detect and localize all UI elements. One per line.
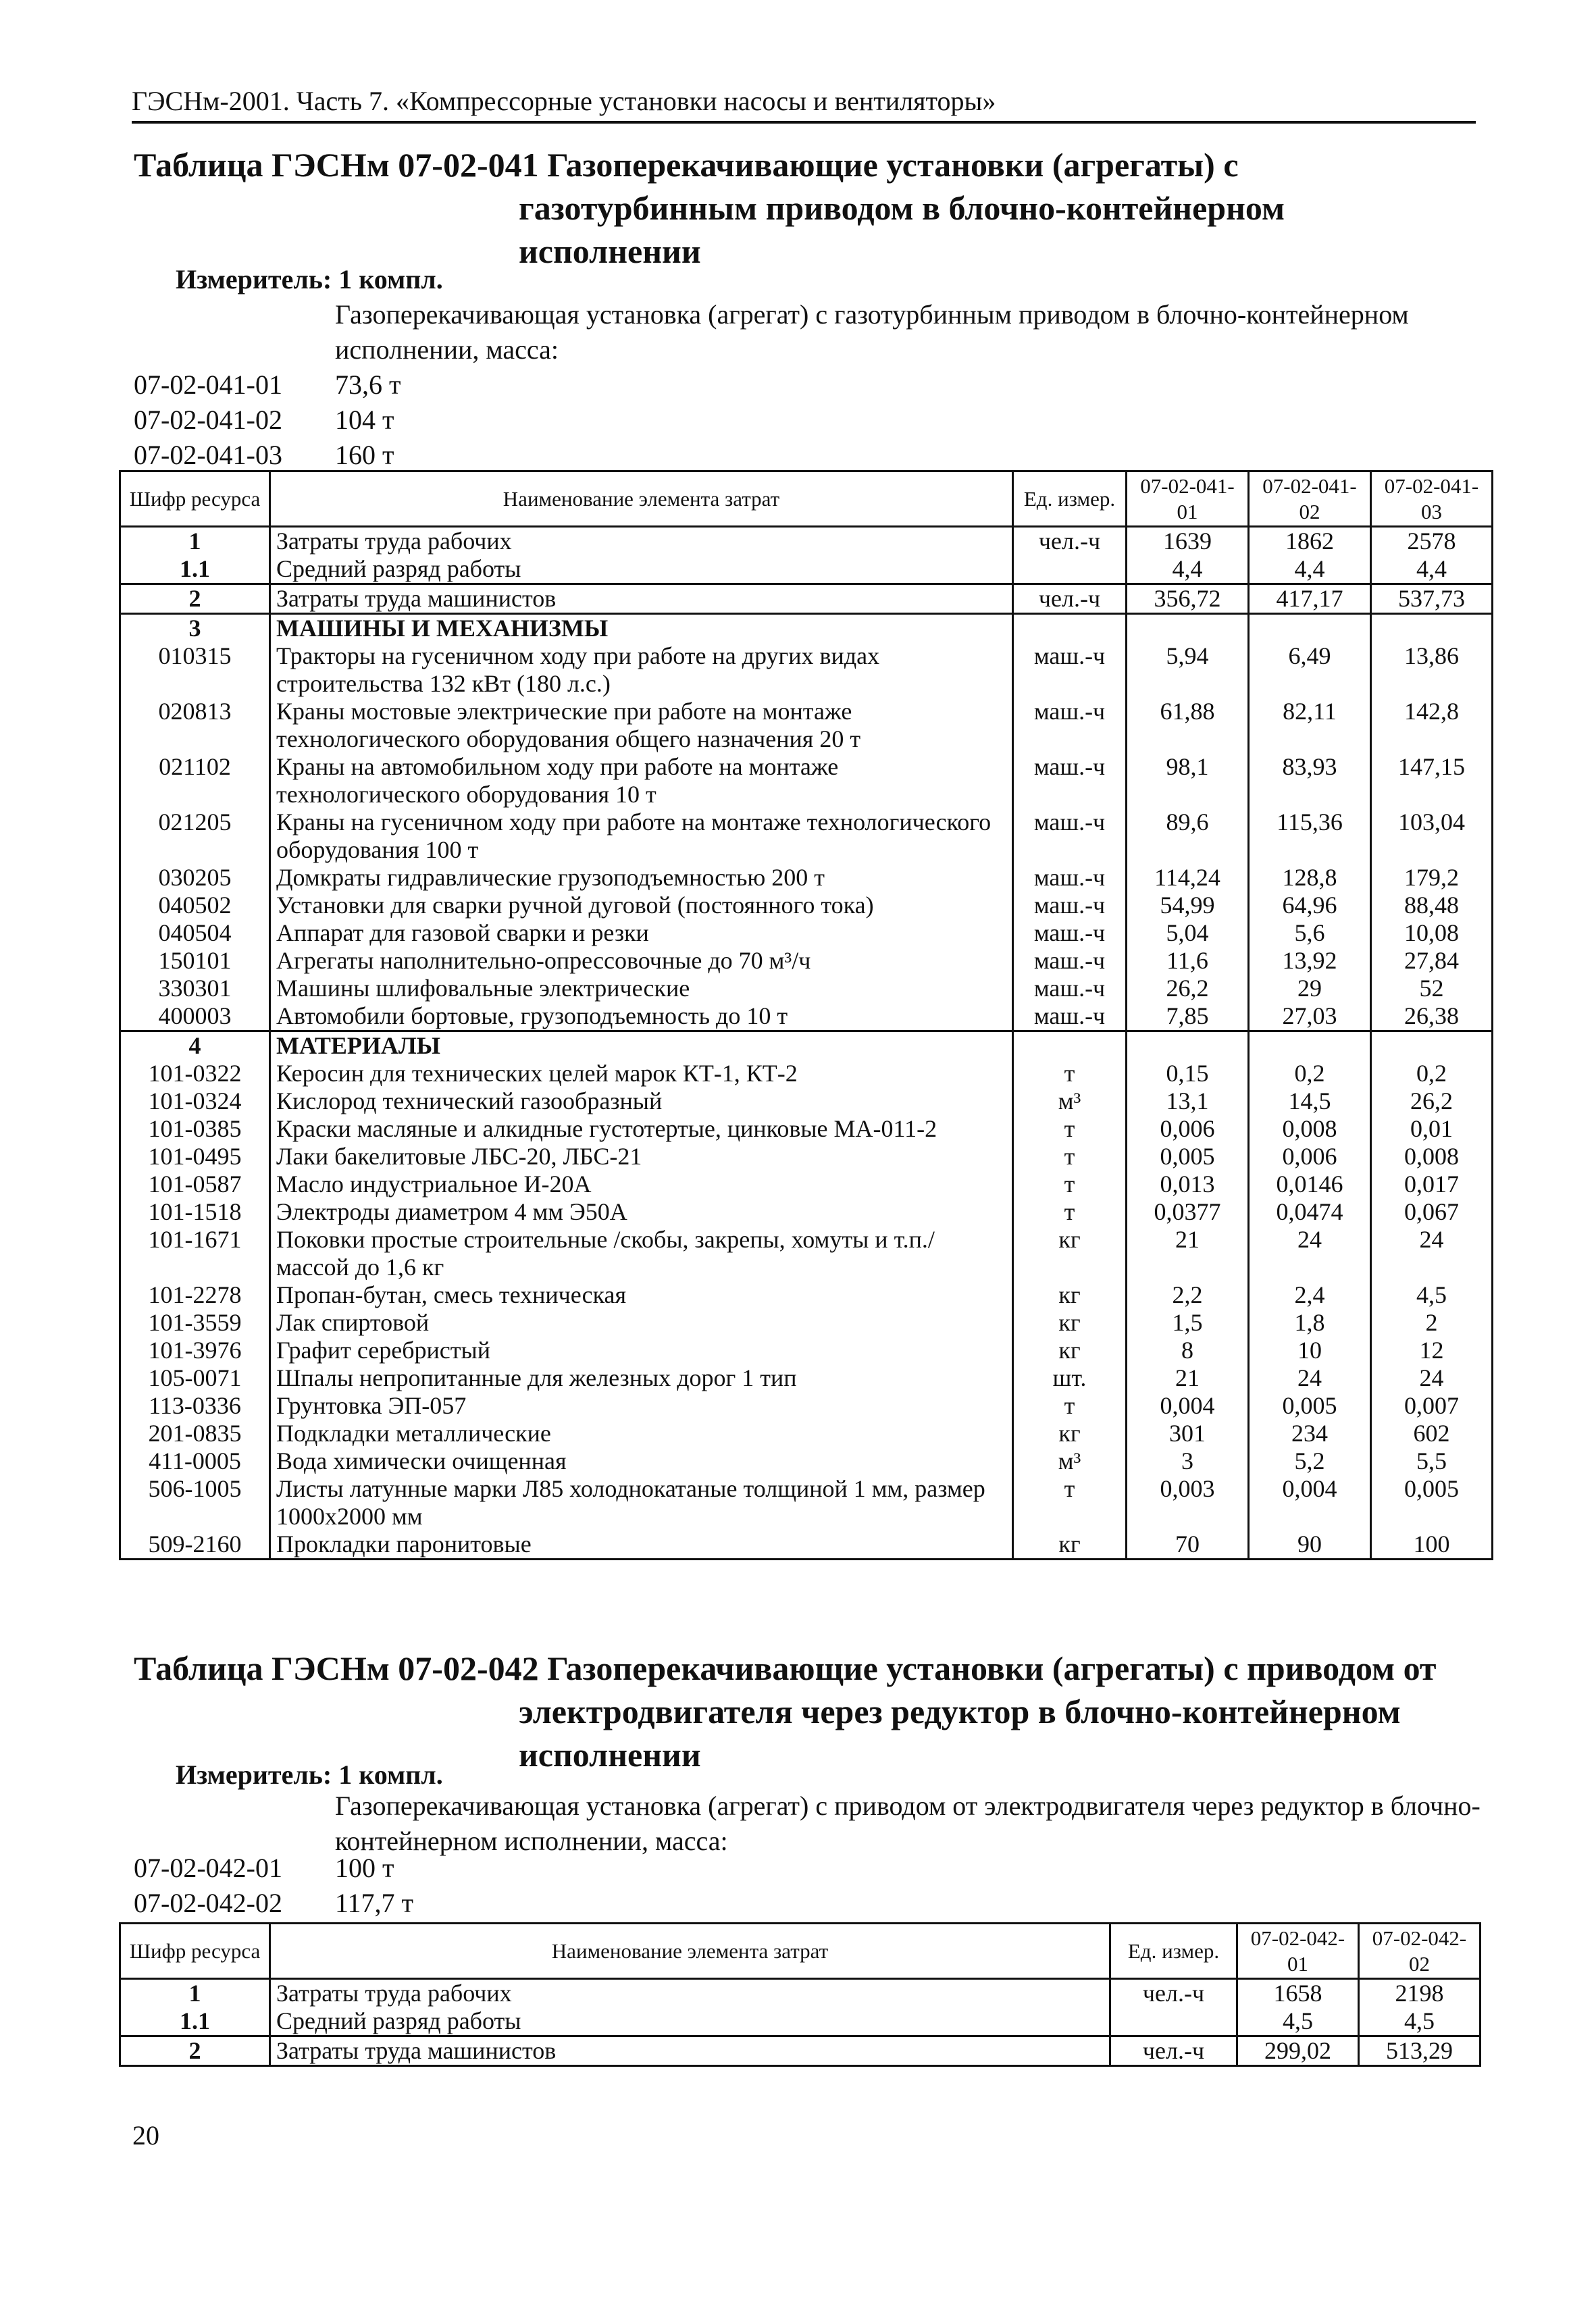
section-row xyxy=(120,1031,1493,1060)
resource-code: 150101 xyxy=(120,947,270,975)
resource-unit: кг xyxy=(1013,1226,1127,1281)
table-row xyxy=(120,555,1493,584)
resource-name: Графит серебристый xyxy=(270,1337,1013,1364)
resource-unit: маш.-ч xyxy=(1013,919,1127,947)
resource-unit: шт. xyxy=(1013,1364,1127,1392)
resource-code: 101-0324 xyxy=(120,1087,270,1115)
resource-norm-v2: 128,8 xyxy=(1249,864,1371,892)
resource-name: Кислород технический газообразный xyxy=(270,1087,1013,1115)
table2-title xyxy=(134,1647,1436,1776)
resource-code: 101-3976 xyxy=(120,1337,270,1364)
resource-name: Шпалы непропитанные для железных дорог 1 тип xyxy=(270,1364,1013,1392)
resource-norm-v3: 13,86 xyxy=(1371,642,1493,698)
resource-norm-v1: 0,003 xyxy=(1127,1475,1249,1531)
resource-code: 411-0005 xyxy=(120,1447,270,1475)
resource-code: 1.1 xyxy=(120,2007,270,2036)
table-row xyxy=(120,1115,1493,1143)
resource-code: 020813 xyxy=(120,698,270,753)
resource-norm-v2: 0,2 xyxy=(1249,1060,1371,1087)
resource-name: Автомобили бортовые, грузоподъемность до 10 т xyxy=(270,1002,1013,1031)
resource-norm-v3: 12 xyxy=(1371,1337,1493,1364)
resource-norm-v3: 10,08 xyxy=(1371,919,1493,947)
table-row xyxy=(120,1060,1493,1087)
variant-mass: 160 т xyxy=(335,440,394,470)
resource-name: Подкладки металлические xyxy=(270,1420,1013,1447)
resource-unit: маш.-ч xyxy=(1013,864,1127,892)
resource-norm-v1: 299,02 xyxy=(1237,2036,1359,2066)
resource-code: 101-1671 xyxy=(120,1226,270,1281)
resource-unit: маш.-ч xyxy=(1013,808,1127,864)
resource-unit xyxy=(1013,1031,1127,1060)
table-row xyxy=(120,808,1493,864)
resource-norm-v1: 89,6 xyxy=(1127,808,1249,864)
resource-norm-v1: 1,5 xyxy=(1127,1309,1249,1337)
resource-norm-v2: 24 xyxy=(1249,1226,1371,1281)
resource-unit: т xyxy=(1013,1060,1127,1087)
resource-name: Лак спиртовой xyxy=(270,1309,1013,1337)
table-row xyxy=(120,947,1493,975)
resource-norm-v1: 7,85 xyxy=(1127,1002,1249,1031)
resource-norm-v2: 0,004 xyxy=(1249,1475,1371,1531)
col-header-v2: 07-02-042-02 xyxy=(1359,1924,1481,1979)
table2-title-line1: Таблица ГЭСНм 07-02-042 Газоперекачивающие установки (агрегаты) с приводом от xyxy=(134,1649,1437,1687)
resource-name: Вода химически очищенная xyxy=(270,1447,1013,1475)
table-row xyxy=(120,1281,1493,1309)
resource-code: 1 xyxy=(120,1979,270,2008)
resource-norm-v3: 142,8 xyxy=(1371,698,1493,753)
resource-code: 113-0336 xyxy=(120,1392,270,1420)
table-row xyxy=(120,975,1493,1002)
resource-norm-v2: 115,36 xyxy=(1249,808,1371,864)
resource-code: 021102 xyxy=(120,753,270,808)
resource-code: 2 xyxy=(120,584,270,614)
variant-code: 07-02-041-02 xyxy=(134,405,282,435)
table1-variants xyxy=(134,367,401,473)
variant-code: 07-02-042-01 xyxy=(134,1853,282,1883)
resource-norm-v1: 0,0377 xyxy=(1127,1198,1249,1226)
col-header-unit: Ед. измер. xyxy=(1013,471,1127,527)
resource-code: 509-2160 xyxy=(120,1531,270,1560)
table-row xyxy=(120,1198,1493,1226)
resource-norm-v3: 0,008 xyxy=(1371,1143,1493,1171)
resource-norm-v2: 83,93 xyxy=(1249,753,1371,808)
resource-code: 010315 xyxy=(120,642,270,698)
resource-norm-v1 xyxy=(1127,614,1249,643)
variant-row xyxy=(134,1851,413,1886)
resource-unit xyxy=(1110,2007,1237,2036)
table-row xyxy=(120,1309,1493,1337)
resource-code: 101-0322 xyxy=(120,1060,270,1087)
table-row xyxy=(120,642,1493,698)
resource-unit: маш.-ч xyxy=(1013,1002,1127,1031)
resource-norm-v2: 82,11 xyxy=(1249,698,1371,753)
resource-name: Керосин для технических целей марок КТ-1, КТ-2 xyxy=(270,1060,1013,1087)
resource-unit: кг xyxy=(1013,1309,1127,1337)
resource-unit: маш.-ч xyxy=(1013,947,1127,975)
resource-norm-v3: 0,067 xyxy=(1371,1198,1493,1226)
resource-code: 201-0835 xyxy=(120,1420,270,1447)
resource-norm-v2: 6,49 xyxy=(1249,642,1371,698)
resource-name: МАШИНЫ И МЕХАНИЗМЫ xyxy=(270,614,1013,643)
table-row xyxy=(120,1392,1493,1420)
resource-norm-v3: 26,2 xyxy=(1371,1087,1493,1115)
resource-norm-v2: 417,17 xyxy=(1249,584,1371,614)
resource-name: Аппарат для газовой сварки и резки xyxy=(270,919,1013,947)
resource-name: Машины шлифовальные электрические xyxy=(270,975,1013,1002)
resource-norm-v2: 14,5 xyxy=(1249,1087,1371,1115)
resource-code: 101-2278 xyxy=(120,1281,270,1309)
resource-unit: чел.-ч xyxy=(1013,584,1127,614)
resource-name: Краны мостовые электрические при работе на монтаже технологического оборудования общего назначения 20 т xyxy=(270,698,1013,753)
resource-norm-v1: 114,24 xyxy=(1127,864,1249,892)
resource-code: 101-3559 xyxy=(120,1309,270,1337)
table-row xyxy=(120,584,1493,614)
resource-name: Прокладки паронитовые xyxy=(270,1531,1013,1560)
resource-name: Затраты труда рабочих xyxy=(270,1979,1110,2008)
resource-name: Тракторы на гусеничном ходу при работе на других видах строительства 132 кВт (180 л.с.) xyxy=(270,642,1013,698)
table-row xyxy=(120,1226,1493,1281)
resource-norm-v3: 602 xyxy=(1371,1420,1493,1447)
resource-norm-v1: 8 xyxy=(1127,1337,1249,1364)
variant-mass: 117,7 т xyxy=(335,1888,413,1918)
resource-norm-v1: 21 xyxy=(1127,1364,1249,1392)
table-row xyxy=(120,892,1493,919)
resource-name: Затраты труда машинистов xyxy=(270,584,1013,614)
table-row xyxy=(120,2007,1481,2036)
resource-norm-v3: 0,017 xyxy=(1371,1171,1493,1198)
resource-name: Краски масляные и алкидные густотертые, цинковые МА-011-2 xyxy=(270,1115,1013,1143)
resource-norm-v1: 54,99 xyxy=(1127,892,1249,919)
table2-title-line3: исполнении xyxy=(519,1736,701,1774)
table-row xyxy=(120,1531,1493,1560)
resource-norm-v2: 0,0474 xyxy=(1249,1198,1371,1226)
resource-norm-v2: 4,5 xyxy=(1359,2007,1481,2036)
resource-norm-v2: 5,6 xyxy=(1249,919,1371,947)
resource-unit: чел.-ч xyxy=(1110,1979,1237,2008)
resource-norm-v2: 90 xyxy=(1249,1531,1371,1560)
resource-name: Затраты труда рабочих xyxy=(270,527,1013,556)
resource-unit: кг xyxy=(1013,1337,1127,1364)
resource-unit: т xyxy=(1013,1392,1127,1420)
table2-measure: Измеритель: 1 компл. xyxy=(176,1759,443,1790)
table1-title-line1: Таблица ГЭСНм 07-02-041 Газоперекачивающие установки (агрегаты) с xyxy=(134,146,1239,184)
resource-unit: кг xyxy=(1013,1420,1127,1447)
resource-code: 021205 xyxy=(120,808,270,864)
resource-unit: чел.-ч xyxy=(1110,2036,1237,2066)
resource-norm-v2: 1862 xyxy=(1249,527,1371,556)
table-row xyxy=(120,753,1493,808)
resource-code: 3 xyxy=(120,614,270,643)
table-row xyxy=(120,864,1493,892)
resource-norm-v1: 98,1 xyxy=(1127,753,1249,808)
resource-norm-v2 xyxy=(1249,614,1371,643)
variant-code: 07-02-041-03 xyxy=(134,440,282,470)
resource-norm-v2: 513,29 xyxy=(1359,2036,1481,2066)
table-row xyxy=(120,1143,1493,1171)
resource-norm-v1: 26,2 xyxy=(1127,975,1249,1002)
table2-resources xyxy=(119,1922,1481,2067)
resource-name: Лаки бакелитовые ЛБС-20, ЛБС-21 xyxy=(270,1143,1013,1171)
resource-norm-v3: 52 xyxy=(1371,975,1493,1002)
resource-norm-v1: 4,4 xyxy=(1127,555,1249,584)
page-header: ГЭСНм-2001. Часть 7. «Компрессорные установки насосы и вентиляторы» xyxy=(132,85,1476,124)
table2-variants xyxy=(134,1851,413,1921)
resource-norm-v2: 29 xyxy=(1249,975,1371,1002)
col-header-v3: 07-02-041-03 xyxy=(1371,471,1493,527)
resource-code: 1.1 xyxy=(120,555,270,584)
variant-row xyxy=(134,438,401,473)
table-row xyxy=(120,1171,1493,1198)
resource-norm-v3 xyxy=(1371,614,1493,643)
table-row xyxy=(120,1420,1493,1447)
resource-norm-v2: 10 xyxy=(1249,1337,1371,1364)
resource-unit: кг xyxy=(1013,1281,1127,1309)
resource-norm-v1: 21 xyxy=(1127,1226,1249,1281)
resource-norm-v3: 24 xyxy=(1371,1364,1493,1392)
resource-norm-v2: 234 xyxy=(1249,1420,1371,1447)
resource-norm-v2: 27,03 xyxy=(1249,1002,1371,1031)
resource-unit: маш.-ч xyxy=(1013,698,1127,753)
resource-norm-v2: 2198 xyxy=(1359,1979,1481,2008)
resource-norm-v1: 1639 xyxy=(1127,527,1249,556)
resource-norm-v3: 24 xyxy=(1371,1226,1493,1281)
resource-name: Краны на автомобильном ходу при работе на монтаже технологического оборудования 10 т xyxy=(270,753,1013,808)
resource-norm-v1 xyxy=(1127,1031,1249,1060)
table1-title-line3: исполнении xyxy=(519,232,701,270)
resource-norm-v2: 0,0146 xyxy=(1249,1171,1371,1198)
resource-unit: т xyxy=(1013,1198,1127,1226)
resource-norm-v3: 2 xyxy=(1371,1309,1493,1337)
resource-norm-v1: 61,88 xyxy=(1127,698,1249,753)
table-row xyxy=(120,1475,1493,1531)
table-row xyxy=(120,1979,1481,2008)
resource-norm-v1: 70 xyxy=(1127,1531,1249,1560)
resource-code: 506-1005 xyxy=(120,1475,270,1531)
resource-unit xyxy=(1013,555,1127,584)
col-header-v1: 07-02-042-01 xyxy=(1237,1924,1359,1979)
resource-norm-v3: 27,84 xyxy=(1371,947,1493,975)
resource-unit: м³ xyxy=(1013,1087,1127,1115)
resource-code: 040502 xyxy=(120,892,270,919)
resource-unit: маш.-ч xyxy=(1013,975,1127,1002)
resource-name: Поковки простые строительные /скобы, закрепы, хомуты и т.п./ массой до 1,6 кг xyxy=(270,1226,1013,1281)
resource-code: 101-0495 xyxy=(120,1143,270,1171)
table-row xyxy=(120,2036,1481,2066)
resource-norm-v1: 0,004 xyxy=(1127,1392,1249,1420)
resource-name: Установки для сварки ручной дуговой (постоянного тока) xyxy=(270,892,1013,919)
variant-row xyxy=(134,1886,413,1921)
table1-title-line2: газотурбинным приводом в блочно-контейнерном xyxy=(519,189,1285,227)
resource-code: 1 xyxy=(120,527,270,556)
resource-norm-v1: 301 xyxy=(1127,1420,1249,1447)
resource-code: 101-1518 xyxy=(120,1198,270,1226)
resource-norm-v2: 4,4 xyxy=(1249,555,1371,584)
table-row xyxy=(120,919,1493,947)
resource-norm-v1: 3 xyxy=(1127,1447,1249,1475)
table1-measure: Измеритель: 1 компл. xyxy=(176,264,443,294)
resource-name: Затраты труда машинистов xyxy=(270,2036,1110,2066)
col-header-unit: Ед. измер. xyxy=(1110,1924,1237,1979)
resource-norm-v2: 0,005 xyxy=(1249,1392,1371,1420)
resource-norm-v2: 1,8 xyxy=(1249,1309,1371,1337)
resource-name: Агрегаты наполнительно-опрессовочные до 70 м³/ч xyxy=(270,947,1013,975)
resource-name: Пропан-бутан, смесь техническая xyxy=(270,1281,1013,1309)
resource-norm-v2: 24 xyxy=(1249,1364,1371,1392)
resource-norm-v3: 5,5 xyxy=(1371,1447,1493,1475)
resource-unit: т xyxy=(1013,1475,1127,1531)
col-header-v1: 07-02-041-01 xyxy=(1127,471,1249,527)
resource-norm-v2 xyxy=(1249,1031,1371,1060)
resource-name: Домкраты гидравлические грузоподъемностью 200 т xyxy=(270,864,1013,892)
table1-title xyxy=(134,143,1285,273)
resource-name: Электроды диаметром 4 мм Э50А xyxy=(270,1198,1013,1226)
col-header-name: Наименование элемента затрат xyxy=(270,471,1013,527)
resource-norm-v1: 0,006 xyxy=(1127,1115,1249,1143)
section-row xyxy=(120,614,1493,643)
resource-unit: маш.-ч xyxy=(1013,892,1127,919)
resource-name: Масло индустриальное И-20А xyxy=(270,1171,1013,1198)
resource-norm-v2: 0,008 xyxy=(1249,1115,1371,1143)
resource-name: МАТЕРИАЛЫ xyxy=(270,1031,1013,1060)
resource-unit: кг xyxy=(1013,1531,1127,1560)
resource-name: Листы латунные марки Л85 холоднокатаные толщиной 1 мм, размер 1000х2000 мм xyxy=(270,1475,1013,1531)
resource-norm-v1: 1658 xyxy=(1237,1979,1359,2008)
resource-norm-v3: 147,15 xyxy=(1371,753,1493,808)
resource-norm-v3: 0,005 xyxy=(1371,1475,1493,1531)
resource-norm-v3: 0,2 xyxy=(1371,1060,1493,1087)
variant-code: 07-02-042-02 xyxy=(134,1888,282,1918)
resource-norm-v3: 0,007 xyxy=(1371,1392,1493,1420)
table-row xyxy=(120,1447,1493,1475)
variant-mass: 100 т xyxy=(335,1853,394,1883)
resource-norm-v3: 537,73 xyxy=(1371,584,1493,614)
resource-name: Средний разряд работы xyxy=(270,555,1013,584)
resource-norm-v3 xyxy=(1371,1031,1493,1060)
resource-norm-v1: 0,005 xyxy=(1127,1143,1249,1171)
resource-norm-v1: 13,1 xyxy=(1127,1087,1249,1115)
resource-unit: т xyxy=(1013,1143,1127,1171)
resource-norm-v1: 4,5 xyxy=(1237,2007,1359,2036)
resource-norm-v2: 5,2 xyxy=(1249,1447,1371,1475)
table1-resources xyxy=(119,470,1493,1560)
resource-norm-v2: 64,96 xyxy=(1249,892,1371,919)
resource-code: 101-0385 xyxy=(120,1115,270,1143)
resource-norm-v1: 0,15 xyxy=(1127,1060,1249,1087)
resource-code: 040504 xyxy=(120,919,270,947)
resource-code: 2 xyxy=(120,2036,270,2066)
resource-norm-v2: 0,006 xyxy=(1249,1143,1371,1171)
resource-unit: м³ xyxy=(1013,1447,1127,1475)
variant-mass: 73,6 т xyxy=(335,369,401,400)
resource-unit: маш.-ч xyxy=(1013,753,1127,808)
resource-norm-v3: 179,2 xyxy=(1371,864,1493,892)
resource-norm-v3: 4,4 xyxy=(1371,555,1493,584)
table-row xyxy=(120,1364,1493,1392)
table-row xyxy=(120,1087,1493,1115)
resource-norm-v3: 26,38 xyxy=(1371,1002,1493,1031)
variant-row xyxy=(134,403,401,438)
resource-unit: т xyxy=(1013,1115,1127,1143)
col-header-v2: 07-02-041-02 xyxy=(1249,471,1371,527)
resource-norm-v3: 2578 xyxy=(1371,527,1493,556)
page-number: 20 xyxy=(132,2120,159,2151)
resource-code: 105-0071 xyxy=(120,1364,270,1392)
resource-norm-v1: 2,2 xyxy=(1127,1281,1249,1309)
resource-code: 400003 xyxy=(120,1002,270,1031)
variant-row xyxy=(134,367,401,403)
table2-title-line2: электродвигателя через редуктор в блочно-контейнерном xyxy=(519,1693,1401,1730)
resource-norm-v1: 356,72 xyxy=(1127,584,1249,614)
resource-norm-v3: 100 xyxy=(1371,1531,1493,1560)
resource-code: 330301 xyxy=(120,975,270,1002)
resource-name: Краны на гусеничном ходу при работе на монтаже технологического оборудования 100 т xyxy=(270,808,1013,864)
resource-norm-v1: 11,6 xyxy=(1127,947,1249,975)
resource-unit: т xyxy=(1013,1171,1127,1198)
col-header-name: Наименование элемента затрат xyxy=(270,1924,1110,1979)
col-header-code: Шифр ресурса xyxy=(120,1924,270,1979)
table-row xyxy=(120,1002,1493,1031)
resource-unit: чел.-ч xyxy=(1013,527,1127,556)
resource-norm-v1: 5,94 xyxy=(1127,642,1249,698)
table1-description: Газоперекачивающая установка (агрегат) с газотурбинным приводом в блочно-контейнерном исполнении, масса: xyxy=(335,299,1409,365)
table-row xyxy=(120,698,1493,753)
resource-norm-v2: 13,92 xyxy=(1249,947,1371,975)
resource-code: 101-0587 xyxy=(120,1171,270,1198)
variant-mass: 104 т xyxy=(335,405,394,435)
resource-norm-v3: 103,04 xyxy=(1371,808,1493,864)
resource-code: 030205 xyxy=(120,864,270,892)
table-row xyxy=(120,527,1493,556)
resource-norm-v3: 4,5 xyxy=(1371,1281,1493,1309)
resource-norm-v1: 0,013 xyxy=(1127,1171,1249,1198)
col-header-code: Шифр ресурса xyxy=(120,471,270,527)
resource-norm-v3: 0,01 xyxy=(1371,1115,1493,1143)
resource-norm-v1: 5,04 xyxy=(1127,919,1249,947)
table-row xyxy=(120,1337,1493,1364)
resource-name: Грунтовка ЭП-057 xyxy=(270,1392,1013,1420)
resource-name: Средний разряд работы xyxy=(270,2007,1110,2036)
resource-norm-v2: 2,4 xyxy=(1249,1281,1371,1309)
resource-unit: маш.-ч xyxy=(1013,642,1127,698)
resource-norm-v3: 88,48 xyxy=(1371,892,1493,919)
resource-code: 4 xyxy=(120,1031,270,1060)
variant-code: 07-02-041-01 xyxy=(134,369,282,400)
table2-description: Газоперекачивающая установка (агрегат) с приводом от электродвигателя через редуктор в блочно-контейнерном исполнении, масса: xyxy=(335,1791,1481,1856)
resource-unit xyxy=(1013,614,1127,643)
